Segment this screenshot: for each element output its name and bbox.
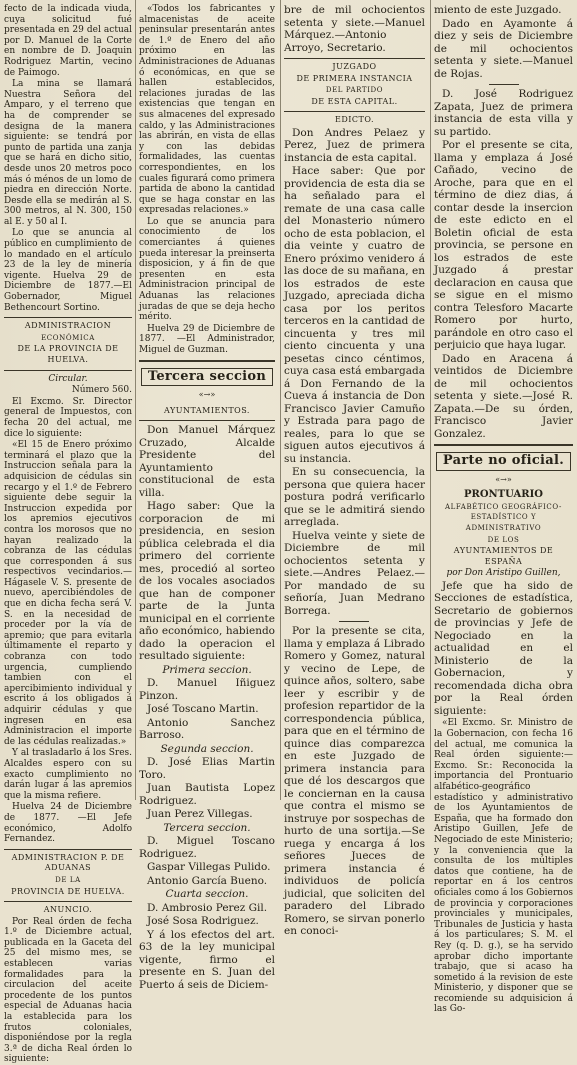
section-title-tercera: Tercera seccion bbox=[141, 368, 273, 387]
edict-paragraph-1: Don Andres Pelaez y Perez, Juez de primera instancia de esta capital. bbox=[284, 126, 425, 164]
ornament: «→» bbox=[495, 474, 512, 484]
continuation-paragraph: bre de mil ochocientos setenta y siete.—Manuel Márquez.—Antonio Arroyo, Secretario. bbox=[284, 4, 425, 54]
juzgado-header-line-2: DE PRIMERA INSTANCIA bbox=[296, 73, 413, 83]
prontuario-title: PRONTUARIO bbox=[464, 489, 543, 501]
circular-paragraph-1: El Excmo. Sr. Director general de Impuestos, con fecha 20 del actual, me dice lo siguiente: bbox=[4, 396, 132, 439]
divider bbox=[4, 317, 132, 318]
divider bbox=[434, 444, 573, 446]
circular-number: Número 560. bbox=[71, 385, 132, 396]
second-section-name: D. José Elias Martin Toro. bbox=[139, 756, 275, 781]
mine-paragraph: La mina se llamará Nuestra Señora del Amparo, y el terreno que ha de comprender se designa de la manera siguiente: se tendrá por punto de partida una zanja que se hará en dicho sitio, desde unos 20 metros poco más ó ménos de un lomo de piedra en dirección Norte. Desde ella se medirán al S. 300 metros, al N. 300, 150 al E. y 50 al I. bbox=[4, 79, 132, 227]
zapata-paragraph: D. José Rodriguez Zapata, Juez de primera instancia de esta villa y su partido. bbox=[434, 88, 573, 138]
column-1 bbox=[4, 4, 132, 1065]
circular-paragraph-3: Y al trasladarlo á los Sres. Alcaldes espero con su exacto cumplimiento no darán lugar á las apremios que la misma refiere. bbox=[4, 748, 132, 801]
third-section-name: Gaspar Villegas Pulido. bbox=[147, 861, 271, 874]
column-divider bbox=[280, 0, 281, 800]
section-title-parte-no-oficial: Parte no oficial. bbox=[436, 452, 571, 471]
column2-signature: Huelva 29 de Diciembre de 1877. —El Administrador, Miguel de Guzman. bbox=[139, 323, 275, 355]
divider bbox=[139, 420, 275, 421]
divider bbox=[4, 901, 132, 902]
column4-signature: Dado en Aracena á veintidos de Diciembre de mil ochocientos setenta y siete.—José R. Zapata.—De su órden, Francisco Javier Gonzalez. bbox=[434, 352, 573, 440]
juzgado-header-line-1: JUZGADO bbox=[332, 62, 377, 71]
fourth-section-label: Cuarta seccion. bbox=[165, 888, 249, 901]
real-orden-paragraph: «El Excmo. Sr. Ministro de la Gobernacion, con fecha 16 del actual, me comunica la Real órden siguiente:—Excmo. Sr.: Reconocida la importancia del Prontuario alfabético-geográfico estadístico y administrativo de los Ayuntamientos de España, que ha formado don Aristipo Guillen, Jefe de Negociado de este Ministerio; y la conveniencia que la consulta de los múltiples datos que contiene, ha de reportar en á los centros oficiales como á los Gobiernos de provincia y corporaciones provinciales y municipales, Tribunales de Justicia y hasta á los particulares; S. M. el Rey (q. D. g.), se ha servido aprobar dicho importante trabajo, que si acaso ha sometido á la revision de este Ministerio, y disponer que se recomiende su adquisicion á las Go- bbox=[434, 718, 573, 1015]
divider bbox=[4, 370, 132, 371]
divider bbox=[489, 84, 519, 85]
customs-header-line-2: DE LA bbox=[55, 875, 81, 884]
closing-paragraph: Y á los efectos del art. 63 de la ley municipal vigente, firmo el presente en S. Juan del Puerto á seis de Diciem- bbox=[139, 928, 275, 991]
column-divider bbox=[135, 0, 136, 800]
third-section-name: Antonio García Bueno. bbox=[147, 874, 268, 887]
opening-paragraph: fecto de la indicada viuda, cuya solicitud fué presentada en 29 del actual por D. Manuel de la Corte en nombre de D. Joaquin Rodriguez Martin, vecino de Paimogo. bbox=[4, 4, 132, 78]
third-section-name: D. Miguel Toscano Rodriguez. bbox=[139, 835, 275, 860]
admin-header-line-1: ADMINISTRACION bbox=[24, 321, 112, 331]
first-section-label: Primera seccion. bbox=[162, 663, 252, 676]
circular-signature: Huelva 24 de Diciembre de 1877. —El Jefe económico, Adolfo Fernandez. bbox=[4, 802, 132, 845]
second-section-name: Juan Bautista Lopez Rodriguez. bbox=[139, 782, 275, 807]
hago-saber-paragraph: Hago saber: Que la corporacion de mi presidencia, en sesion pública celebrada el dia primero del corriente mes, procedió al sorteo de los vocales asociados que han de componer parte de la Junta municipal en el corriente año económico, habiendo dado la operacion el resultado siguiente: bbox=[139, 500, 275, 663]
admin-header-line-2: ECONÓMICA bbox=[41, 333, 95, 342]
juzgado-header-line-3: DEL PARTIDO bbox=[325, 86, 384, 95]
publication-paragraph: Lo que se anuncia para conocimiento de los comerciantes á quienes pueda interesar la preinserta disposicion, y á fin de que presenten en esta Administracion principal de Aduanas las relaciones juradas de que se deja hecho mérito. bbox=[139, 216, 275, 323]
divider bbox=[339, 621, 369, 622]
first-section-name: D. Manuel Iñiguez Pinzon. bbox=[139, 677, 275, 702]
mayor-paragraph: Don Manuel Márquez Cruzado, Alcalde Presidente del Ayuntamiento constitucional de esta villa. bbox=[139, 424, 275, 499]
second-section-label: Segunda seccion. bbox=[160, 742, 254, 755]
author: por Don Aristipo Guillen, bbox=[446, 568, 561, 579]
first-section-name: José Toscano Martin. bbox=[147, 703, 259, 716]
column-divider bbox=[430, 0, 431, 800]
third-section-label: Tercera seccion. bbox=[163, 821, 251, 834]
anuncio-title: ANUNCIO. bbox=[43, 905, 93, 915]
first-section-name: Antonio Sanchez Barroso. bbox=[139, 716, 275, 742]
circular-paragraph-2: «El 15 de Enero próximo terminará el plazo que la Instruccion señala para la adquisicion de cédulas sin recargo y el 1.º de Febrero siguiente debe seguir la Instruccion expedida por los apremios ejecutivos contra los morosos que no hayan realizado la cobranza de las cédulas que corresponden á sus respectivos vecindarios.—Hágasele V. S. presente de nuevo, apercibiéndoles de que en dicha fecha será V. S. en la necesidad de proceder por la vía de apremio; que para evitarla últimamente el reparto y cobranza con todo urgencia, cumpliendo tambien con el apercibimiento individual y escrito á los obligados á adquirir cédulas y que ingresen en esa Administracion el importe de las cédulas realizadas.» bbox=[4, 440, 132, 747]
fourth-section-name: D. Ambrosio Perez Gil. bbox=[147, 901, 268, 914]
second-section-name: Juan Perez Villegas. bbox=[147, 808, 253, 821]
admin-header-line-3: DE LA PROVINCIA DE HUELVA. bbox=[17, 344, 119, 364]
continuation-paragraph: miento de este Juzgado. bbox=[434, 4, 562, 16]
edict-paragraph-3: En su consecuencia, la persona que quiera hacer postura podrá verificarlo que se le admitirá siendo arreglada. bbox=[284, 466, 425, 529]
fourth-section-name: José Sosa Rodriguez. bbox=[147, 915, 259, 928]
divider bbox=[284, 58, 425, 59]
divider bbox=[4, 849, 132, 850]
requisitoria-paragraph: Por la presente se cita, llama y emplaza á Librado Romero y Gomez, natural y vecino de Lepe, de quince años, soltero, sabe leer y escribir y de profesion repartidor de la correspondencia pública, para que en el término de quince dias comparezca en este Juzgado de primera instancia para que dé los descargos que le conciernan en la causa que contra el mismo se instruye por sospechas de hurto de una sortija.—Se ruega y encarga á los señores Jueces de primera instancia é individuos de policía judicial, que soliciten del paradero del Librado Romero, se sirvan ponerlo en conoci- bbox=[284, 625, 425, 938]
cita-paragraph: Por el presente se cita, llama y emplaza á José Cañado, vecino de Aroche, para que en el término de diez dias, á contar desde la insercion de este edicto en el Boletin oficial de esta provincia, se persone en los estrados de este Juzgado á prestar declaracion en causa que se sigue en el mismo contra Telesforo Macarte Romero por hurto, parándole en otro caso el perjuicio que haya lugar. bbox=[434, 139, 573, 351]
place-date: Dado en Ayamonte á diez y seis de Diciembre de mil ochocientos setenta y siete.—Manuel de Rojas. bbox=[434, 17, 573, 80]
anuncio-paragraph: Por Real órden de fecha 1.º de Diciembre actual, publicada en la Gaceta del 25 del mismo mes, se establecen varias formalidades para la circulacion del aceite procedente de los puntos especial de Aduanas hacia la establecida para los frutos coloniales, disponiéndose por la regla 3.ª de dicha Real órden lo siguiente: bbox=[4, 916, 132, 1065]
notice-paragraph: Lo que se anuncia al público en cumplimiento de lo mandado en el artículo 23 de la ley de minería vigente. Huelva 29 de Diciembre de 1877.—El Gobernador, Miguel Bethencourt Sortino. bbox=[4, 228, 132, 313]
ornament: «→» bbox=[198, 390, 216, 400]
juzgado-header-line-4: DE ESTA CAPITAL. bbox=[311, 96, 398, 106]
customs-header-line-3: PROVINCIA DE HUELVA. bbox=[11, 886, 125, 896]
column-2 bbox=[139, 4, 275, 991]
circular-title: Circular. bbox=[48, 373, 88, 384]
prontuario-subtitle-1: ALFABÉTICO GEOGRÁFICO-ESTADÍSTICO Y ADMINISTRATIVO bbox=[445, 502, 562, 532]
edict-paragraph-2: Hace saber: Que por providencia de esta dia se ha señalado para el remate de una casa calle del Monasterio número ocho de esta poblacion, el dia veinte y cuatro de Enero próximo venidero á las doce de su mañana, en los estrados de este Juzgado, apreciada dicha casa por los peritos terceros en la cantidad de cincuenta y tres mil ciento cincuenta y una pesetas cinco céntimos, cuya casa está embargada á Don Fernando de la Cueva á instancia de Don Francisco Javier Camuño y Estrada para pago de reales, para lo que se siguen autos ejecutivos á su instancia. bbox=[284, 165, 425, 465]
customs-header-line-1: ADMINISTRACION P. DE ADUANAS bbox=[11, 852, 125, 873]
divider bbox=[139, 360, 275, 362]
quote-paragraph: «Todos los fabricantes y almacenistas de aceite peninsular presentarán antes de 1.º de Enero del año próximo en las Administraciones de Aduanas ó económicas, en que se hallen establecidos, relaciones juradas de las existencias que tengan en sus almacenes del expresado caldo, y las Administraciones las abrirán, en vista de ellas y con las debidas formalidades, las cuentas correspondientes, en los cuales figurará como primera partida de abono la cantidad que se haga constar en las expresadas relaciones.» bbox=[139, 4, 275, 216]
edict-paragraph-4: Huelva veinte y siete de Diciembre de mil ochocientos setenta y siete.—Andres Pelaez.—Por mandado de su señoría, Juan Medrano Borrega. bbox=[284, 529, 425, 617]
column-3 bbox=[284, 4, 425, 938]
author-paragraph: Jefe que ha sido de Secciones de estadística, Secretario de gobiernos de provincias y Jefe de Negociado en la actualidad en el Ministerio de la Gobernacion, y recomendada dicha obra por la Real órden siguiente: bbox=[434, 579, 573, 717]
divider bbox=[284, 111, 425, 112]
column-4 bbox=[434, 4, 573, 1015]
edicto-title: EDICTO. bbox=[334, 115, 374, 125]
prontuario-subtitle-2: DE LOS bbox=[487, 535, 520, 544]
ayuntamientos-title: AYUNTAMIENTOS. bbox=[164, 405, 250, 415]
prontuario-subtitle-3: AYUNTAMIENTOS DE ESPAÑA bbox=[453, 546, 554, 566]
